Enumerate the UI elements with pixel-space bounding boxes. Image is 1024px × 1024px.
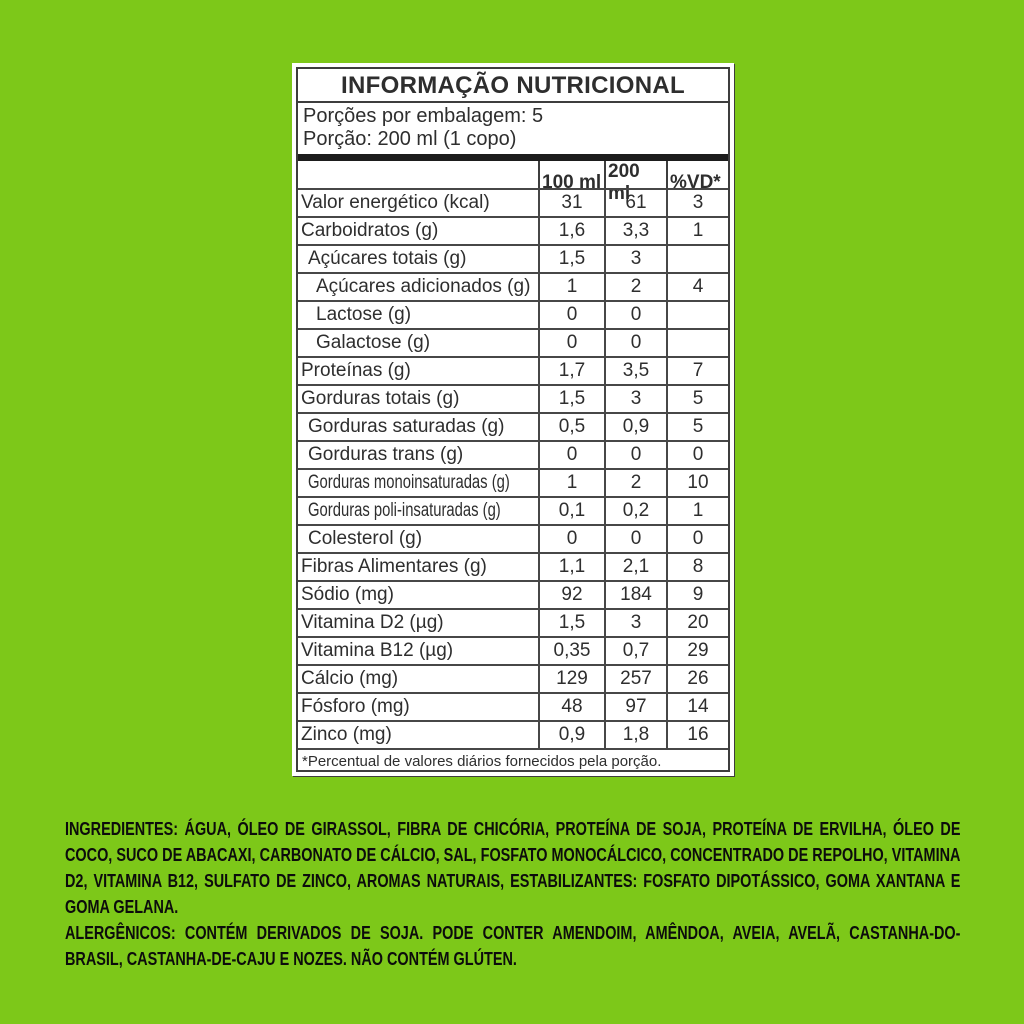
table-row xyxy=(298,692,728,720)
table-row xyxy=(298,300,728,328)
row-value-v100: 0,9 xyxy=(538,722,604,748)
table-row xyxy=(298,552,728,580)
row-value-v200: 3,5 xyxy=(604,358,666,384)
row-value-vd: 16 xyxy=(666,722,728,748)
row-label-text: Fibras Alimentares (g) xyxy=(301,556,487,577)
row-value-vd: 4 xyxy=(666,274,728,300)
row-value-v100: 0 xyxy=(538,526,604,552)
table-row xyxy=(298,356,728,384)
row-value-v200: 3 xyxy=(604,386,666,412)
row-value-v200: 0,9 xyxy=(604,414,666,440)
table-row xyxy=(298,468,728,496)
table-row xyxy=(298,608,728,636)
row-label xyxy=(298,610,538,636)
row-value-v200: 184 xyxy=(604,582,666,608)
row-value-vd: 0 xyxy=(666,442,728,468)
row-label xyxy=(298,638,538,664)
row-label xyxy=(298,218,538,244)
row-value-v100: 92 xyxy=(538,582,604,608)
row-label-text: Lactose (g) xyxy=(316,304,412,325)
ingredients-label: INGREDIENTES: xyxy=(65,818,179,839)
row-value-vd: 26 xyxy=(666,666,728,692)
row-label xyxy=(298,722,538,748)
table-row xyxy=(298,216,728,244)
row-value-v200: 2,1 xyxy=(604,554,666,580)
row-value-vd: 20 xyxy=(666,610,728,636)
row-value-v100: 1,7 xyxy=(538,358,604,384)
ingredients-section xyxy=(65,816,960,972)
row-value-v200: 0 xyxy=(604,442,666,468)
row-value-vd: 1 xyxy=(666,218,728,244)
row-label xyxy=(298,442,538,468)
row-label-text: Gorduras trans (g) xyxy=(308,444,464,465)
row-value-v100: 1 xyxy=(538,470,604,496)
row-value-v200: 257 xyxy=(604,666,666,692)
table-row xyxy=(298,244,728,272)
row-label-text: Gorduras poli-insaturadas (g) xyxy=(308,500,501,521)
table-row xyxy=(298,328,728,356)
row-value-vd: 1 xyxy=(666,498,728,524)
row-label xyxy=(298,302,538,328)
allergens-paragraph xyxy=(65,920,960,972)
row-label xyxy=(298,582,538,608)
table-row xyxy=(298,720,728,748)
row-value-v200: 0 xyxy=(604,302,666,328)
row-value-v100: 31 xyxy=(538,190,604,216)
column-header-vd: %VD* xyxy=(666,161,728,205)
row-label xyxy=(298,330,538,356)
row-value-v200: 2 xyxy=(604,470,666,496)
row-value-vd xyxy=(666,246,728,272)
row-value-vd xyxy=(666,302,728,328)
row-value-v100: 1 xyxy=(538,274,604,300)
row-label-text: Valor energético (kcal) xyxy=(301,192,490,213)
row-label-text: Carboidratos (g) xyxy=(301,220,439,241)
row-label-text: Colesterol (g) xyxy=(308,528,423,549)
row-label xyxy=(298,274,538,300)
row-value-vd: 10 xyxy=(666,470,728,496)
row-value-v100: 0,1 xyxy=(538,498,604,524)
row-value-v100: 48 xyxy=(538,694,604,720)
row-value-v100: 0,5 xyxy=(538,414,604,440)
row-value-vd: 29 xyxy=(666,638,728,664)
nutrition-table-body xyxy=(298,188,728,748)
row-label-text: Sódio (mg) xyxy=(301,584,394,605)
thick-divider xyxy=(298,154,728,161)
row-label-text: Vitamina B12 (µg) xyxy=(301,640,454,661)
row-value-v200: 0 xyxy=(604,526,666,552)
row-value-vd: 8 xyxy=(666,554,728,580)
row-value-v200: 0,7 xyxy=(604,638,666,664)
row-label-text: Cálcio (mg) xyxy=(301,668,399,689)
row-label-text: Zinco (mg) xyxy=(301,724,392,745)
row-label-text: Proteínas (g) xyxy=(301,360,411,381)
row-label-text: Gorduras saturadas (g) xyxy=(308,416,505,437)
nutrition-facts-panel xyxy=(292,63,734,776)
row-value-vd: 0 xyxy=(666,526,728,552)
row-value-v200: 3 xyxy=(604,246,666,272)
table-row xyxy=(298,188,728,216)
row-value-vd xyxy=(666,330,728,356)
row-value-v100: 1,5 xyxy=(538,386,604,412)
row-label xyxy=(298,470,538,496)
row-label xyxy=(298,554,538,580)
row-value-v200: 3,3 xyxy=(604,218,666,244)
row-value-v100: 0 xyxy=(538,302,604,328)
row-value-vd: 5 xyxy=(666,414,728,440)
table-row xyxy=(298,384,728,412)
column-header-100ml: 100 ml xyxy=(538,161,604,205)
column-header-200ml: 200 ml xyxy=(604,161,666,205)
row-label-text: Galactose (g) xyxy=(316,332,431,353)
row-value-v100: 1,1 xyxy=(538,554,604,580)
panel-title: INFORMAÇÃO NUTRICIONAL xyxy=(341,72,685,99)
row-value-v200: 3 xyxy=(604,610,666,636)
nutrition-facts-border xyxy=(296,67,730,772)
row-label-text: Açúcares totais (g) xyxy=(308,248,467,269)
row-label-text: Gorduras totais (g) xyxy=(301,388,460,409)
row-label xyxy=(298,666,538,692)
row-value-v100: 1,5 xyxy=(538,246,604,272)
table-row xyxy=(298,412,728,440)
row-label-text: Açúcares adicionados (g) xyxy=(316,276,531,297)
table-row xyxy=(298,636,728,664)
table-row xyxy=(298,496,728,524)
row-value-v100: 1,5 xyxy=(538,610,604,636)
row-label xyxy=(298,358,538,384)
row-value-v200: 97 xyxy=(604,694,666,720)
table-row xyxy=(298,440,728,468)
row-value-v100: 0 xyxy=(538,442,604,468)
row-label-text: Vitamina D2 (µg) xyxy=(301,612,444,633)
serving-info xyxy=(298,103,728,154)
row-label xyxy=(298,246,538,272)
row-value-v200: 0 xyxy=(604,330,666,356)
row-value-vd: 3 xyxy=(666,190,728,216)
row-value-vd: 9 xyxy=(666,582,728,608)
row-label xyxy=(298,694,538,720)
row-value-v200: 2 xyxy=(604,274,666,300)
row-label xyxy=(298,526,538,552)
row-value-vd: 5 xyxy=(666,386,728,412)
row-value-v100: 1,6 xyxy=(538,218,604,244)
footnote: *Percentual de valores diários fornecidos pela porção. xyxy=(298,748,728,770)
table-row xyxy=(298,524,728,552)
row-label xyxy=(298,498,538,524)
ingredients-text: ÁGUA, ÓLEO DE GIRASSOL, FIBRA DE CHICÓRIA, PROTEÍNA DE SOJA, PROTEÍNA DE ERVILHA, ÓLEO DE COCO, SUCO DE ABACAXI, CARBONATO DE CÁLCIO, SAL, FOSFATO MONOCÁLCICO, CONCENTRADO DE REPOLHO, VITAMINA D2, VITAMINA B12, SULFATO DE ZINCO, AROMAS NATURAIS, ESTABILIZANTES: FOSFATO DIPOTÁSSICO, GOMA XANTANA E GOMA GELANA. xyxy=(65,818,961,917)
row-label xyxy=(298,386,538,412)
table-row xyxy=(298,272,728,300)
portion-size: Porção: 200 ml (1 copo) xyxy=(303,127,517,150)
table-row xyxy=(298,664,728,692)
row-label xyxy=(298,190,538,216)
ingredients-paragraph xyxy=(65,816,960,920)
servings-per-package: Porções por embalagem: 5 xyxy=(303,104,544,127)
row-label-text: Fósforo (mg) xyxy=(301,696,410,717)
row-label xyxy=(298,414,538,440)
row-label-text: Gorduras monoinsaturadas (g) xyxy=(308,472,510,493)
table-row xyxy=(298,580,728,608)
row-value-v200: 61 xyxy=(604,190,666,216)
row-value-v200: 1,8 xyxy=(604,722,666,748)
allergens-label: ALERGÊNICOS: xyxy=(65,922,176,943)
row-value-vd: 7 xyxy=(666,358,728,384)
row-value-v100: 129 xyxy=(538,666,604,692)
allergens-text: CONTÉM DERIVADOS DE SOJA. PODE CONTER AMENDOIM, AMÊNDOA, AVEIA, AVELÃ, CASTANHA-DO-BRASIL, CASTANHA-DE-CAJU E NOZES. NÃO CONTÉM GLÚTEN. xyxy=(65,922,961,969)
row-value-vd: 14 xyxy=(666,694,728,720)
row-value-v100: 0,35 xyxy=(538,638,604,664)
row-value-v200: 0,2 xyxy=(604,498,666,524)
row-value-v100: 0 xyxy=(538,330,604,356)
